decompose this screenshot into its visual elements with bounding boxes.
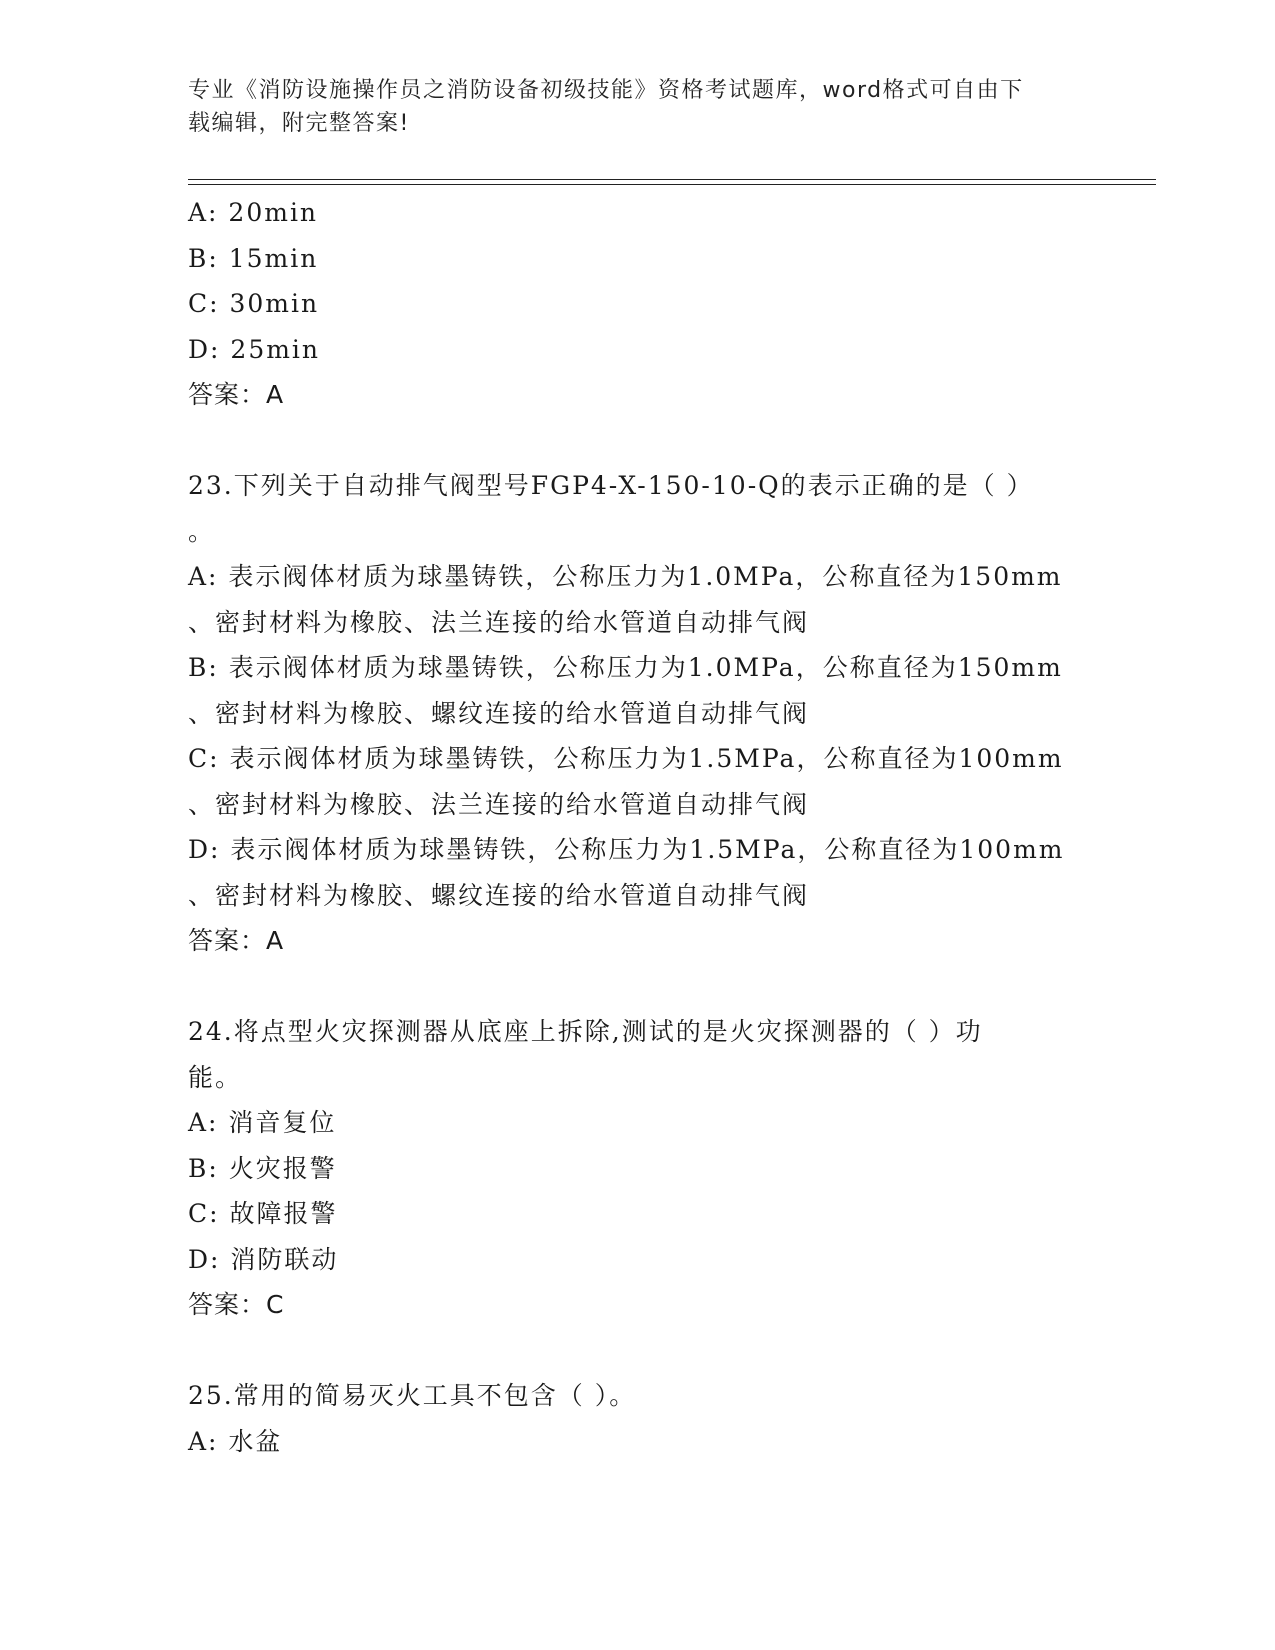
spacer bbox=[188, 418, 1088, 464]
question-23 bbox=[188, 463, 1088, 964]
option-a-continued: 、密封材料为橡胶、法兰连接的给水管道自动排气阀 bbox=[188, 607, 810, 637]
option-d-continued: 、密封材料为橡胶、螺纹连接的给水管道自动排气阀 bbox=[188, 880, 810, 910]
question-text: 25.常用的简易灭火工具不包含（ ）。 bbox=[188, 1381, 637, 1410]
question-content bbox=[188, 190, 1088, 1464]
option-b: B: 表示阀体材质为球墨铸铁，公称压力为1.0MPa，公称直径为150mm bbox=[188, 653, 1063, 682]
question-text-continued: 能。 bbox=[188, 1062, 243, 1092]
question-text: 24.将点型火灾探测器从底座上拆除,测试的是火灾探测器的（ ）功 bbox=[188, 1017, 983, 1046]
spacer bbox=[188, 1328, 1088, 1374]
question-22 bbox=[188, 190, 1088, 418]
option-a: A: 表示阀体材质为球墨铸铁，公称压力为1.0MPa，公称直径为150mm bbox=[188, 562, 1063, 591]
question-25 bbox=[188, 1373, 1088, 1464]
option-b: B: 15min bbox=[188, 243, 319, 273]
option-d: D: 表示阀体材质为球墨铸铁，公称压力为1.5MPa，公称直径为100mm bbox=[188, 835, 1065, 864]
answer: 答案：C bbox=[188, 1290, 285, 1319]
question-text: 23.下列关于自动排气阀型号FGP4-X-150-10-Q的表示正确的是（ ） bbox=[188, 471, 1034, 500]
option-c-continued: 、密封材料为橡胶、法兰连接的给水管道自动排气阀 bbox=[188, 789, 810, 819]
option-c: C: 故障报警 bbox=[188, 1199, 338, 1228]
option-d: D: 25min bbox=[188, 334, 321, 364]
option-c: C: 表示阀体材质为球墨铸铁，公称压力为1.5MPa，公称直径为100mm bbox=[188, 744, 1064, 773]
option-a: A: 20min bbox=[188, 198, 319, 227]
answer: 答案：A bbox=[188, 926, 285, 955]
header-line-2: 载编辑，附完整答案! bbox=[188, 111, 410, 136]
header-line-1: 专业《消防设施操作员之消防设备初级技能》资格考试题库，word格式可自由下 bbox=[188, 78, 1024, 103]
document-header bbox=[188, 74, 1088, 140]
header-divider-bottom bbox=[188, 184, 1156, 185]
option-b: B: 火灾报警 bbox=[188, 1153, 337, 1183]
question-24 bbox=[188, 1009, 1088, 1328]
spacer bbox=[188, 964, 1088, 1010]
option-b-continued: 、密封材料为橡胶、螺纹连接的给水管道自动排气阀 bbox=[188, 698, 810, 728]
question-text-continued: 。 bbox=[188, 516, 216, 546]
option-a: A: 消音复位 bbox=[188, 1108, 337, 1137]
answer: 答案：A bbox=[188, 380, 285, 409]
option-a: A: 水盆 bbox=[188, 1426, 283, 1456]
option-d: D: 消防联动 bbox=[188, 1244, 339, 1274]
option-c: C: 30min bbox=[188, 289, 320, 318]
header-divider-top bbox=[188, 179, 1156, 180]
